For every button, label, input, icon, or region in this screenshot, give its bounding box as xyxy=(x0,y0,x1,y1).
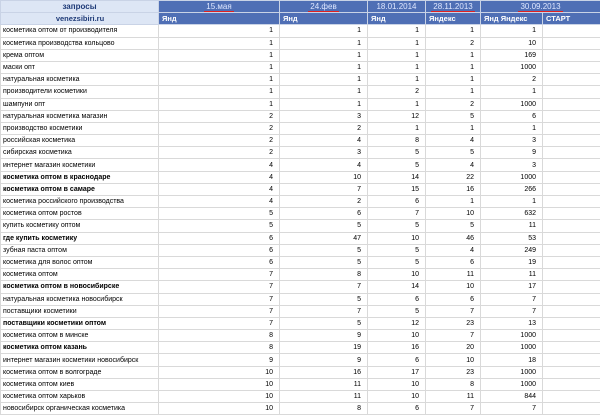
date-cell-2[interactable]: 24.фев xyxy=(280,1,368,13)
table-row xyxy=(1,159,600,171)
column-header-yand-1[interactable]: Янд xyxy=(159,13,280,25)
query-cell[interactable]: косметика оптом ростов xyxy=(1,208,159,220)
rank-cell[interactable]: 1 xyxy=(426,122,481,134)
rank-cell[interactable]: 1000 xyxy=(481,366,543,378)
empty-cell[interactable] xyxy=(543,342,600,354)
rank-cell[interactable]: 1 xyxy=(426,74,481,86)
rank-cell[interactable]: 1000 xyxy=(481,330,543,342)
rank-cell[interactable]: 9 xyxy=(280,354,368,366)
empty-cell[interactable] xyxy=(543,281,600,293)
rank-cell[interactable]: 17 xyxy=(368,366,426,378)
empty-cell[interactable] xyxy=(543,25,600,37)
empty-cell[interactable] xyxy=(543,378,600,390)
empty-cell[interactable] xyxy=(543,110,600,122)
table-row xyxy=(1,269,600,281)
rank-cell[interactable]: 10 xyxy=(368,391,426,403)
rank-cell[interactable]: 18 xyxy=(481,354,543,366)
query-cell[interactable]: новосибирск органическая косметика xyxy=(1,403,159,415)
rank-cell[interactable]: 1 xyxy=(159,25,280,37)
rank-cell[interactable]: 5 xyxy=(368,244,426,256)
query-cell[interactable]: производство косметики xyxy=(1,122,159,134)
table-row xyxy=(1,183,600,195)
rank-cell[interactable]: 8 xyxy=(426,378,481,390)
query-cell[interactable]: производители косметики xyxy=(1,86,159,98)
rank-cell[interactable]: 2 xyxy=(159,147,280,159)
rank-cell[interactable]: 10 xyxy=(426,354,481,366)
rank-cell[interactable]: 12 xyxy=(368,110,426,122)
rank-cell[interactable]: 2 xyxy=(159,122,280,134)
table-row xyxy=(1,208,600,220)
rank-cell[interactable]: 6 xyxy=(368,196,426,208)
rank-cell[interactable]: 1 xyxy=(481,122,543,134)
table-row xyxy=(1,330,600,342)
empty-cell[interactable] xyxy=(543,183,600,195)
rank-cell[interactable]: 5 xyxy=(426,147,481,159)
table-row xyxy=(1,403,600,415)
rank-cell[interactable]: 1 xyxy=(426,25,481,37)
rank-cell[interactable]: 4 xyxy=(426,135,481,147)
query-cell[interactable]: косметика оптом в самаре xyxy=(1,183,159,195)
rank-cell[interactable]: 1 xyxy=(368,98,426,110)
rank-cell[interactable]: 5 xyxy=(280,256,368,268)
table-row xyxy=(1,98,600,110)
rank-cell[interactable]: 6 xyxy=(159,256,280,268)
rank-cell[interactable]: 3 xyxy=(481,135,543,147)
rank-cell[interactable]: 11 xyxy=(280,378,368,390)
rank-cell[interactable]: 1 xyxy=(426,196,481,208)
empty-cell[interactable] xyxy=(543,232,600,244)
table-row xyxy=(1,49,600,61)
rank-cell[interactable]: 7 xyxy=(280,281,368,293)
rank-cell[interactable]: 3 xyxy=(481,159,543,171)
table-row xyxy=(1,305,600,317)
empty-cell[interactable] xyxy=(543,147,600,159)
query-cell[interactable]: косметика оптом казань xyxy=(1,342,159,354)
rank-cell[interactable]: 4 xyxy=(280,159,368,171)
rank-cell[interactable]: 5 xyxy=(159,208,280,220)
table-row xyxy=(1,220,600,232)
rank-cell[interactable]: 23 xyxy=(426,366,481,378)
date-cell-3[interactable]: 18.01.2014 xyxy=(368,1,426,13)
rank-cell[interactable]: 7 xyxy=(426,403,481,415)
empty-cell[interactable] xyxy=(543,159,600,171)
rank-cell[interactable]: 6 xyxy=(368,293,426,305)
empty-cell[interactable] xyxy=(543,49,600,61)
rank-cell[interactable]: 5 xyxy=(426,220,481,232)
table-row xyxy=(1,171,600,183)
rank-cell[interactable]: 5 xyxy=(426,110,481,122)
rank-cell[interactable]: 1000 xyxy=(481,61,543,73)
empty-cell[interactable] xyxy=(543,317,600,329)
table-row xyxy=(1,293,600,305)
rank-cell[interactable]: 8 xyxy=(159,342,280,354)
empty-cell[interactable] xyxy=(543,403,600,415)
rank-cell[interactable]: 13 xyxy=(481,317,543,329)
rank-cell[interactable]: 6 xyxy=(426,293,481,305)
rank-cell[interactable]: 1 xyxy=(368,49,426,61)
query-cell[interactable]: косметика для волос оптом xyxy=(1,256,159,268)
rank-cell[interactable]: 1 xyxy=(368,61,426,73)
rank-cell[interactable]: 12 xyxy=(368,317,426,329)
rank-cell[interactable]: 1 xyxy=(280,49,368,61)
rank-cell[interactable]: 16 xyxy=(426,183,481,195)
rank-cell[interactable]: 249 xyxy=(481,244,543,256)
rank-cell[interactable]: 7 xyxy=(426,330,481,342)
query-cell[interactable]: интернет магазин косметики xyxy=(1,159,159,171)
rank-cell[interactable]: 4 xyxy=(159,171,280,183)
query-cell[interactable]: косметика оптом киев xyxy=(1,378,159,390)
rank-cell[interactable]: 8 xyxy=(280,269,368,281)
rank-cell[interactable]: 1 xyxy=(426,86,481,98)
empty-cell[interactable] xyxy=(543,391,600,403)
table-row xyxy=(1,366,600,378)
queries-label: запросы xyxy=(1,1,159,13)
query-cell[interactable]: косметика производства кольцово xyxy=(1,37,159,49)
rank-cell[interactable]: 4 xyxy=(426,244,481,256)
query-cell[interactable]: косметика оптом в новосибирске xyxy=(1,281,159,293)
empty-cell[interactable] xyxy=(543,269,600,281)
rank-cell[interactable]: 2 xyxy=(426,37,481,49)
empty-cell[interactable] xyxy=(543,330,600,342)
rank-cell[interactable]: 5 xyxy=(159,220,280,232)
query-cell[interactable]: где купить косметику xyxy=(1,232,159,244)
rank-cell[interactable]: 10 xyxy=(159,378,280,390)
rank-cell[interactable]: 1 xyxy=(159,49,280,61)
empty-cell[interactable] xyxy=(543,98,600,110)
column-header-yand-3[interactable]: Янд xyxy=(368,13,426,25)
rank-cell[interactable]: 3 xyxy=(280,110,368,122)
rank-cell[interactable]: 14 xyxy=(368,281,426,293)
rank-cell[interactable]: 10 xyxy=(368,330,426,342)
rank-cell[interactable]: 53 xyxy=(481,232,543,244)
date-cell-4[interactable]: 28.11.2013 xyxy=(426,1,481,13)
table-row xyxy=(1,110,600,122)
rank-cell[interactable]: 1 xyxy=(368,37,426,49)
rank-cell[interactable]: 47 xyxy=(280,232,368,244)
rank-cell[interactable]: 46 xyxy=(426,232,481,244)
table-row xyxy=(1,74,600,86)
rank-cell[interactable]: 2 xyxy=(280,122,368,134)
query-cell[interactable]: косметика оптом от производителя xyxy=(1,25,159,37)
query-cell[interactable]: шампуни опт xyxy=(1,98,159,110)
rank-cell[interactable]: 11 xyxy=(481,269,543,281)
query-cell[interactable]: косметика оптом харьков xyxy=(1,391,159,403)
rank-cell[interactable]: 2 xyxy=(159,135,280,147)
header-row-dates xyxy=(1,1,600,13)
rank-cell[interactable]: 1 xyxy=(280,25,368,37)
rank-cell[interactable]: 11 xyxy=(426,391,481,403)
rank-cell[interactable]: 2 xyxy=(159,110,280,122)
rank-cell[interactable]: 1000 xyxy=(481,342,543,354)
rank-cell[interactable]: 7 xyxy=(280,183,368,195)
rank-cell[interactable]: 10 xyxy=(368,378,426,390)
rank-cell[interactable]: 1 xyxy=(159,86,280,98)
rank-cell[interactable]: 6 xyxy=(368,354,426,366)
rank-cell[interactable]: 23 xyxy=(426,317,481,329)
rank-cell[interactable]: 7 xyxy=(159,293,280,305)
query-cell[interactable]: крема оптом xyxy=(1,49,159,61)
table-row xyxy=(1,232,600,244)
table-row xyxy=(1,317,600,329)
empty-cell[interactable] xyxy=(543,37,600,49)
table-row xyxy=(1,135,600,147)
rank-cell[interactable]: 20 xyxy=(426,342,481,354)
rank-cell[interactable]: 1000 xyxy=(481,98,543,110)
table-row xyxy=(1,25,600,37)
empty-cell[interactable] xyxy=(543,244,600,256)
empty-cell[interactable] xyxy=(543,122,600,134)
rank-cell[interactable]: 1000 xyxy=(481,171,543,183)
header-row-columns xyxy=(1,13,600,25)
rank-cell[interactable]: 1 xyxy=(159,37,280,49)
rank-cell[interactable]: 4 xyxy=(159,183,280,195)
empty-cell[interactable] xyxy=(543,305,600,317)
query-cell[interactable]: интернет магазин косметики новосибирск xyxy=(1,354,159,366)
rank-cell[interactable]: 1 xyxy=(426,61,481,73)
site-label: venezsibiri.ru xyxy=(1,13,159,25)
rank-cell[interactable]: 7 xyxy=(159,269,280,281)
empty-cell[interactable] xyxy=(543,293,600,305)
rank-cell[interactable]: 5 xyxy=(368,256,426,268)
rank-cell[interactable]: 6 xyxy=(280,208,368,220)
rank-cell[interactable]: 1000 xyxy=(481,378,543,390)
rank-cell[interactable]: 10 xyxy=(368,232,426,244)
rank-cell[interactable]: 6 xyxy=(368,403,426,415)
rank-cell[interactable]: 9 xyxy=(159,354,280,366)
rank-cell[interactable]: 9 xyxy=(280,330,368,342)
rank-cell[interactable]: 22 xyxy=(426,171,481,183)
rank-cell[interactable]: 844 xyxy=(481,391,543,403)
rank-cell[interactable]: 1 xyxy=(368,122,426,134)
rank-cell[interactable]: 5 xyxy=(368,159,426,171)
rank-cell[interactable]: 17 xyxy=(481,281,543,293)
empty-cell[interactable] xyxy=(543,208,600,220)
rank-cell[interactable]: 9 xyxy=(481,147,543,159)
rank-cell[interactable]: 5 xyxy=(280,220,368,232)
table-row xyxy=(1,147,600,159)
query-cell[interactable]: косметика оптом в волгограде xyxy=(1,366,159,378)
rank-cell[interactable]: 4 xyxy=(159,196,280,208)
rank-cell[interactable]: 7 xyxy=(159,281,280,293)
rank-cell[interactable]: 11 xyxy=(481,220,543,232)
column-header-yandex[interactable]: Яндекс xyxy=(426,13,481,25)
rank-cell[interactable]: 10 xyxy=(426,281,481,293)
rank-cell[interactable]: 7 xyxy=(368,208,426,220)
empty-cell[interactable] xyxy=(543,220,600,232)
query-cell[interactable]: косметика оптом в минске xyxy=(1,330,159,342)
rank-cell[interactable]: 632 xyxy=(481,208,543,220)
rank-cell[interactable]: 8 xyxy=(159,330,280,342)
empty-cell[interactable] xyxy=(543,366,600,378)
column-header-yand-yandex[interactable]: Янд Яндекс xyxy=(481,13,543,25)
rank-cell[interactable]: 7 xyxy=(481,403,543,415)
rank-cell[interactable]: 1 xyxy=(280,86,368,98)
rank-cell[interactable]: 7 xyxy=(426,305,481,317)
empty-cell[interactable] xyxy=(543,171,600,183)
empty-cell[interactable] xyxy=(543,196,600,208)
rank-cell[interactable]: 16 xyxy=(368,342,426,354)
rank-cell[interactable]: 6 xyxy=(426,256,481,268)
rank-cell[interactable]: 5 xyxy=(280,293,368,305)
table-row xyxy=(1,196,600,208)
rank-cell[interactable]: 11 xyxy=(426,269,481,281)
empty-cell[interactable] xyxy=(543,256,600,268)
rank-cell[interactable]: 2 xyxy=(368,86,426,98)
query-cell[interactable]: российская косметика xyxy=(1,135,159,147)
empty-cell[interactable] xyxy=(543,354,600,366)
rank-cell[interactable]: 5 xyxy=(280,244,368,256)
rank-cell[interactable]: 7 xyxy=(481,305,543,317)
query-cell[interactable]: зубная паста оптом xyxy=(1,244,159,256)
rank-cell[interactable]: 2 xyxy=(280,196,368,208)
rank-cell[interactable]: 10 xyxy=(426,208,481,220)
table-row xyxy=(1,256,600,268)
rank-cell[interactable]: 266 xyxy=(481,183,543,195)
rank-cell[interactable]: 19 xyxy=(481,256,543,268)
rank-cell[interactable]: 10 xyxy=(159,403,280,415)
rank-cell[interactable]: 5 xyxy=(280,317,368,329)
empty-cell[interactable] xyxy=(543,135,600,147)
rank-cell[interactable]: 1 xyxy=(481,196,543,208)
table-row xyxy=(1,37,600,49)
rank-cell[interactable]: 1 xyxy=(280,98,368,110)
table-row xyxy=(1,281,600,293)
table-row xyxy=(1,378,600,390)
rank-cell[interactable]: 4 xyxy=(159,159,280,171)
query-cell[interactable]: натуральная косметика магазин xyxy=(1,110,159,122)
rank-cell[interactable]: 7 xyxy=(159,317,280,329)
rank-cell[interactable]: 7 xyxy=(280,305,368,317)
column-header-start[interactable]: СТАРТ xyxy=(543,13,600,25)
query-cell[interactable]: маски опт xyxy=(1,61,159,73)
query-cell[interactable]: натуральная косметика новосибирск xyxy=(1,293,159,305)
rank-cell[interactable]: 4 xyxy=(426,159,481,171)
rank-cell[interactable]: 11 xyxy=(280,391,368,403)
table-row xyxy=(1,244,600,256)
query-cell[interactable]: косметика российского производства xyxy=(1,196,159,208)
rank-cell[interactable]: 8 xyxy=(368,135,426,147)
rank-cell[interactable]: 2 xyxy=(481,74,543,86)
table-row xyxy=(1,61,600,73)
rank-cell[interactable]: 1 xyxy=(481,25,543,37)
rank-cell[interactable]: 10 xyxy=(280,171,368,183)
empty-cell[interactable] xyxy=(543,86,600,98)
rank-cell[interactable]: 1 xyxy=(426,49,481,61)
rank-cell[interactable]: 5 xyxy=(368,305,426,317)
query-cell[interactable]: сибирская косметика xyxy=(1,147,159,159)
rank-cell[interactable]: 6 xyxy=(159,244,280,256)
table-body xyxy=(1,25,600,415)
query-cell[interactable]: поставщики косметики xyxy=(1,305,159,317)
rank-cell[interactable]: 1 xyxy=(280,61,368,73)
rank-cell[interactable]: 3 xyxy=(280,147,368,159)
rank-cell[interactable]: 1 xyxy=(280,74,368,86)
query-cell[interactable]: косметика оптом в краснодаре xyxy=(1,171,159,183)
rank-cell[interactable]: 15 xyxy=(368,183,426,195)
rank-cell[interactable]: 10 xyxy=(159,366,280,378)
rank-cell[interactable]: 7 xyxy=(159,305,280,317)
query-cell[interactable]: натуральная косметика xyxy=(1,74,159,86)
rank-cell[interactable]: 1 xyxy=(481,86,543,98)
table-row xyxy=(1,342,600,354)
rank-cell[interactable]: 19 xyxy=(280,342,368,354)
rank-cell[interactable]: 4 xyxy=(280,135,368,147)
query-cell[interactable]: купить косметику оптом xyxy=(1,220,159,232)
rank-cell[interactable]: 7 xyxy=(481,293,543,305)
rank-cell[interactable]: 14 xyxy=(368,171,426,183)
date-cell-1[interactable]: 15.мая xyxy=(159,1,280,13)
table-row xyxy=(1,391,600,403)
rank-cell[interactable]: 1 xyxy=(368,74,426,86)
query-cell[interactable]: поставщики косметики оптом xyxy=(1,317,159,329)
rank-cell[interactable]: 16 xyxy=(280,366,368,378)
rank-cell[interactable]: 169 xyxy=(481,49,543,61)
rank-cell[interactable]: 6 xyxy=(159,232,280,244)
rank-cell[interactable]: 6 xyxy=(481,110,543,122)
date-cell-5[interactable]: 30.09.2013 xyxy=(481,1,600,13)
empty-cell[interactable] xyxy=(543,61,600,73)
query-cell[interactable]: косметика оптом xyxy=(1,269,159,281)
table-row xyxy=(1,354,600,366)
rank-cell[interactable]: 1 xyxy=(368,25,426,37)
rank-cell[interactable]: 1 xyxy=(159,61,280,73)
rank-cell[interactable]: 5 xyxy=(368,147,426,159)
rank-cell[interactable]: 1 xyxy=(159,74,280,86)
empty-cell[interactable] xyxy=(543,74,600,86)
rank-cell[interactable]: 5 xyxy=(368,220,426,232)
rank-cell[interactable]: 10 xyxy=(481,37,543,49)
column-header-yand-2[interactable]: Янд xyxy=(280,13,368,25)
table-row xyxy=(1,122,600,134)
rank-cell[interactable]: 10 xyxy=(159,391,280,403)
rank-cell[interactable]: 10 xyxy=(368,269,426,281)
rank-cell[interactable]: 1 xyxy=(159,98,280,110)
table-row xyxy=(1,86,600,98)
rank-cell[interactable]: 8 xyxy=(280,403,368,415)
rank-cell[interactable]: 2 xyxy=(426,98,481,110)
rank-cell[interactable]: 1 xyxy=(280,37,368,49)
